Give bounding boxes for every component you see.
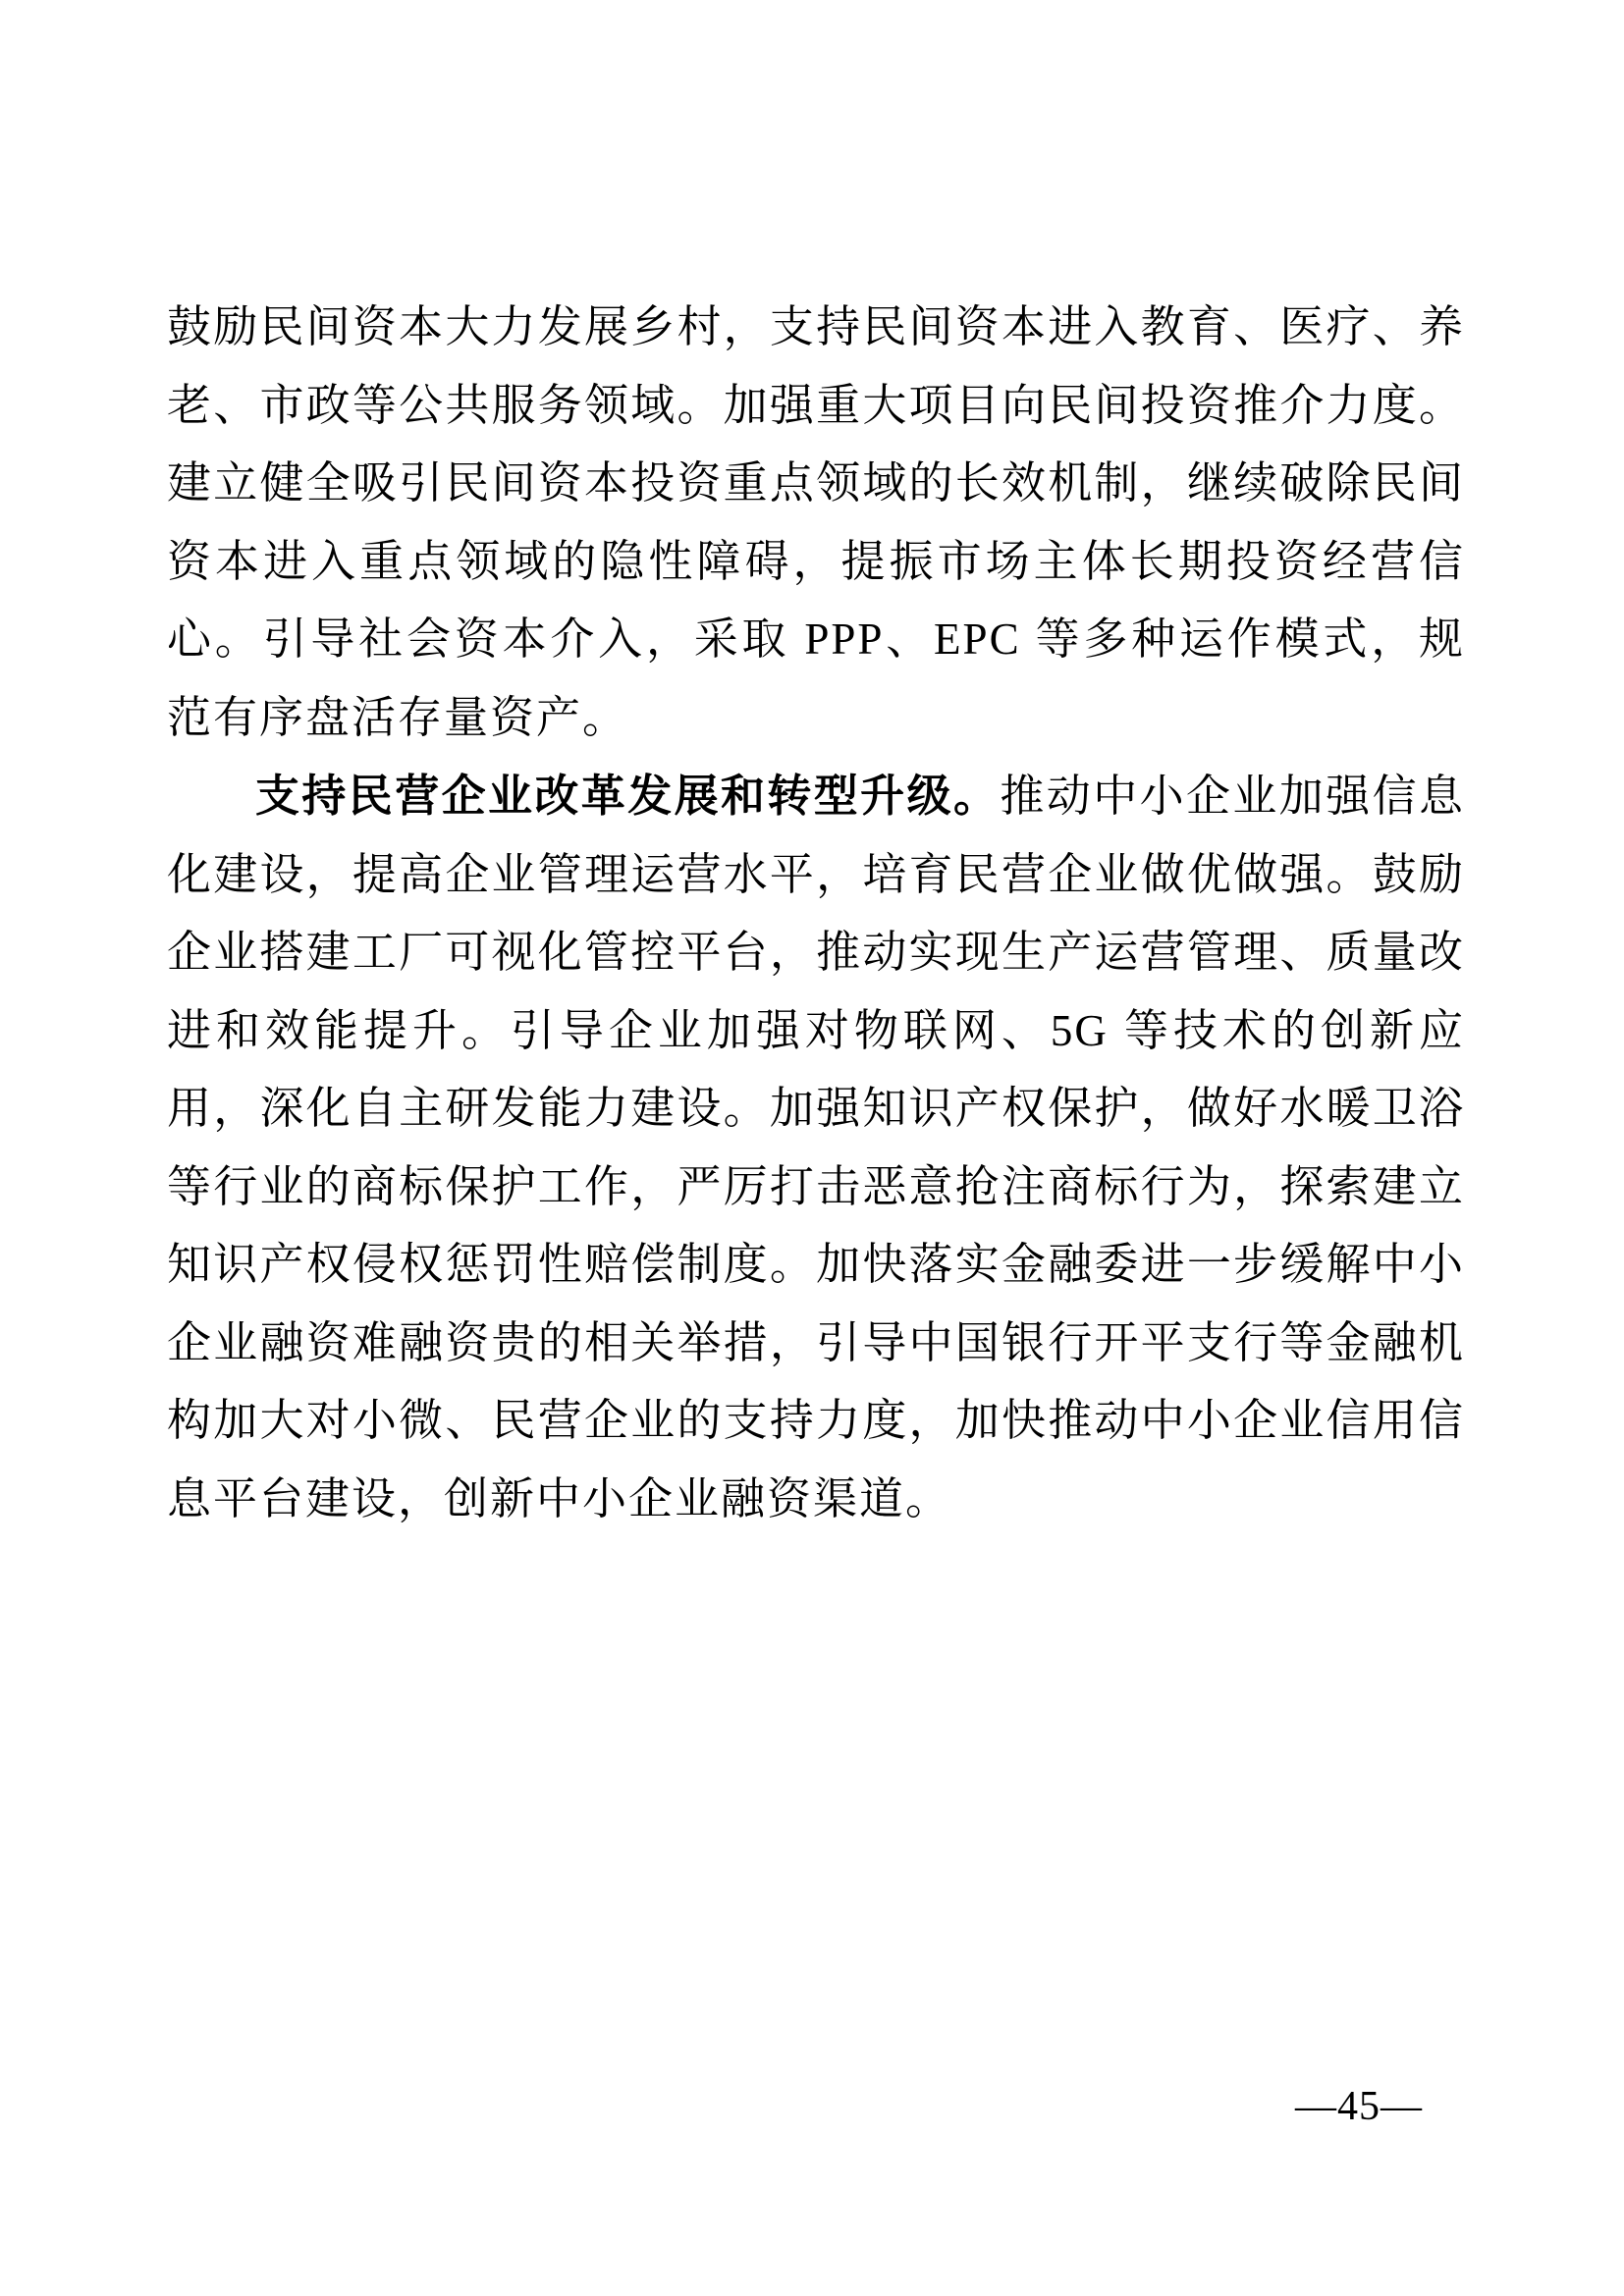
page-number: —45— <box>1295 2084 1423 2129</box>
paragraph-bold-lead: 支持民营企业改革发展和转型升级。 <box>255 771 1001 821</box>
document-body <box>167 289 1465 1538</box>
paragraph-private-enterprise <box>167 757 1465 1538</box>
paragraph-text: 推动中小企业加强信息化建设，提高企业管理运营水平，培育民营企业做优做强。鼓励企业搭建工厂可视化管控平台，推动实现生产运营管理、质量改进和效能提升。引导企业加强对物联网、5G 等技术的创新应用，深化自主研发能力建设。加强知识产权保护，做好水暖卫浴等行业的商标保护工作，严厉打击恶意抢注商标行为，探索建立知识产权侵权惩罚性赔偿制度。加快落实金融委进一步缓解中小企业融资难融资贵的相关举措，引导中国银行开平支行等金融机构加大对小微、民营企业的支持力度，加快推动中小企业信用信息平台建设，创新中小企业融资渠道。 <box>167 772 1465 1523</box>
paragraph-continuation <box>167 289 1465 757</box>
paragraph-text: 鼓励民间资本大力发展乡村，支持民间资本进入教育、医疗、养老、市政等公共服务领域。加强重大项目向民间投资推介力度。建立健全吸引民间资本投资重点领域的长效机制，继续破除民间资本进入重点领域的隐性障碍，提振市场主体长期投资经营信心。引导社会资本介入，采取 PPP、EPC 等多种运作模式，规范有序盘活存量资产。 <box>167 302 1465 742</box>
